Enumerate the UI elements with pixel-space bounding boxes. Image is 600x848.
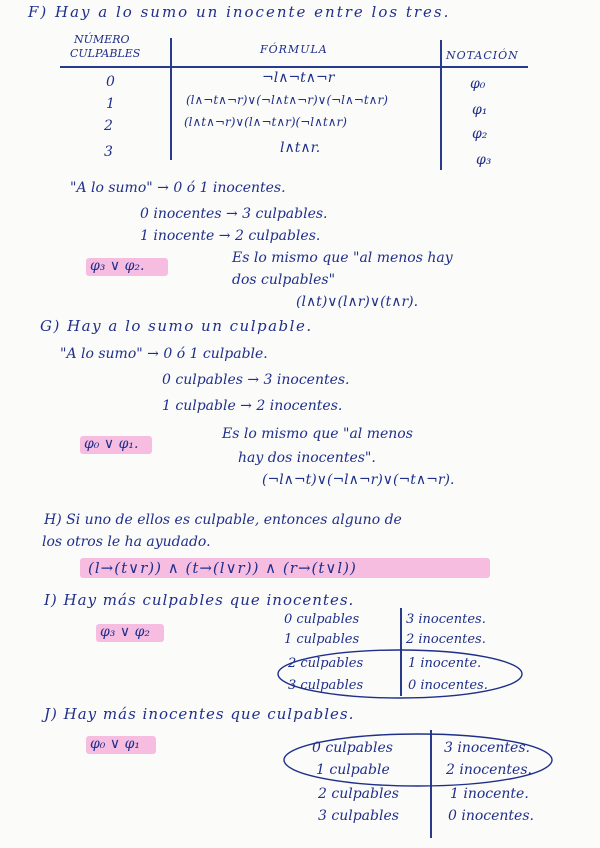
section-i-title: I) Hay más culpables que inocentes. — [44, 591, 355, 609]
col-header-notation: NOTACIÓN — [446, 49, 519, 62]
table-row-3-n: 3 — [104, 144, 113, 160]
table-row-0-n: 0 — [106, 74, 115, 90]
col-header-number-1: NÚMERO — [74, 33, 130, 46]
table-row-3-formula: l∧t∧r. — [280, 140, 321, 156]
table-row-2-n: 2 — [104, 118, 113, 134]
section-g-note-1: Es lo mismo que "al menos — [222, 426, 413, 442]
section-f-note-2: dos culpables" — [232, 272, 336, 288]
table-row-3-notation: φ₃ — [476, 152, 492, 168]
section-h-line-1: H) Si uno de ellos es culpable, entonces alguno de — [44, 512, 402, 528]
col-header-number-2: CULPABLES — [70, 47, 141, 60]
section-j-answer: φ₀ ∨ φ₁ — [90, 736, 140, 752]
table-row-1-notation: φ₁ — [472, 102, 488, 118]
table-row-2-formula: (l∧t∧¬r)∨(l∧¬t∧r)(¬l∧t∧r) — [184, 115, 347, 129]
col-header-formula: FÓRMULA — [260, 43, 328, 56]
ellipse-j-selection — [284, 734, 552, 786]
ellipse-i-selection — [278, 650, 522, 698]
section-g-answer: φ₀ ∨ φ₁. — [84, 436, 139, 452]
section-j-right-2: 1 inocente. — [450, 786, 529, 802]
section-i-right-0: 3 inocentes. — [406, 612, 486, 627]
section-j-title: J) Hay más inocentes que culpables. — [44, 705, 355, 723]
section-h-formula: (l→(t∨r)) ∧ (t→(l∨r)) ∧ (r→(t∨l)) — [88, 559, 357, 577]
section-g-rule: "A lo sumo" → 0 ó 1 culpable. — [60, 346, 268, 362]
section-j-left-3: 3 culpables — [318, 808, 399, 824]
section-j-right-1: 2 inocentes. — [446, 762, 532, 778]
section-j-left-0: 0 culpables — [312, 740, 393, 756]
section-f-case-1: 0 inocentes → 3 culpables. — [140, 206, 328, 222]
table-row-1-formula: (l∧¬t∧¬r)∨(¬l∧t∧¬r)∨(¬l∧¬t∧r) — [186, 93, 388, 107]
section-g-title: G) Hay a lo sumo un culpable. — [40, 317, 313, 335]
section-h-line-2: los otros le ha ayudado. — [42, 534, 211, 550]
section-i-right-1: 2 inocentes. — [406, 632, 486, 647]
section-i-left-3: 3 culpables — [288, 678, 364, 693]
section-f-case-2: 1 inocente → 2 culpables. — [140, 228, 321, 244]
section-j-left-2: 2 culpables — [318, 786, 399, 802]
section-j-right-3: 0 inocentes. — [448, 808, 534, 824]
section-i-left-0: 0 culpables — [284, 612, 360, 627]
section-f-title: F) Hay a lo sumo un inocente entre los tres. — [28, 3, 451, 21]
section-g-note-2: hay dos inocentes". — [238, 450, 376, 466]
section-i-left-2: 2 culpables — [288, 656, 364, 671]
section-i-right-2: 1 inocente. — [408, 656, 482, 671]
table-row-1-n: 1 — [106, 96, 115, 112]
section-f-note-3: (l∧t)∨(l∧r)∨(t∧r). — [296, 294, 419, 310]
section-f-rule: "A lo sumo" → 0 ó 1 inocentes. — [70, 180, 286, 196]
section-i-right-3: 0 inocentes. — [408, 678, 488, 693]
table-row-2-notation: φ₂ — [472, 126, 488, 142]
section-g-note-3: (¬l∧¬t)∨(¬l∧¬r)∨(¬t∧¬r). — [262, 472, 455, 488]
section-g-case-2: 1 culpable → 2 inocentes. — [162, 398, 343, 414]
section-i-left-1: 1 culpables — [284, 632, 360, 647]
section-f-note-1: Es lo mismo que "al menos hay — [232, 250, 453, 266]
table-row-0-formula: ¬l∧¬t∧¬r — [262, 70, 335, 86]
section-i-answer: φ₃ ∨ φ₂ — [100, 624, 150, 640]
section-g-case-1: 0 culpables → 3 inocentes. — [162, 372, 350, 388]
section-j-right-0: 3 inocentes. — [444, 740, 530, 756]
section-f-answer: φ₃ ∨ φ₂. — [90, 258, 145, 274]
section-j-left-1: 1 culpable — [316, 762, 390, 778]
table-row-0-notation: φ₀ — [470, 76, 486, 92]
